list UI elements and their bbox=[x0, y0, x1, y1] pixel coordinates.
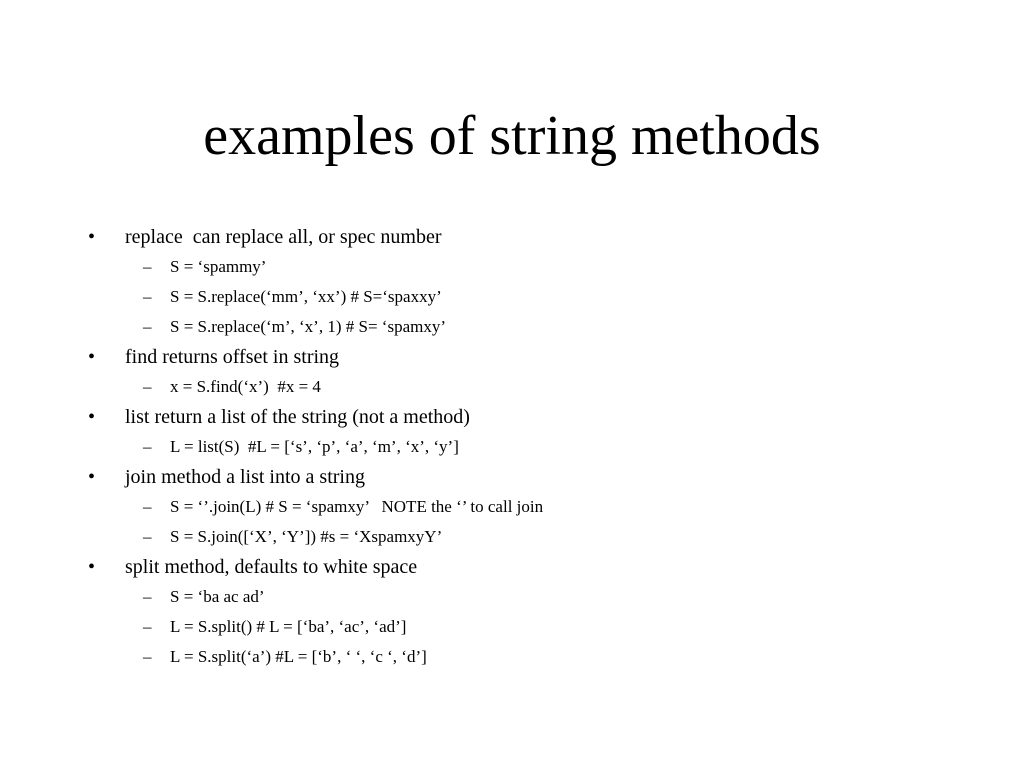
sub-text: S = ‘’.join(L) # S = ‘spamxy’ NOTE the ‘’ to call join bbox=[170, 497, 544, 516]
bullet-list bbox=[88, 222, 988, 672]
sub-marker: – bbox=[143, 317, 152, 336]
sub-text: L = S.split(‘a’) #L = [‘b’, ‘ ‘, ‘c ‘, ‘d’] bbox=[170, 647, 427, 666]
sub-text: L = list(S) #L = [‘s’, ‘p’, ‘a’, ‘m’, ‘x’, ‘y’] bbox=[170, 437, 459, 456]
sub-marker: – bbox=[143, 587, 152, 606]
sub-text: S = S.replace(‘mm’, ‘xx’) # S=‘spaxxy’ bbox=[170, 287, 442, 306]
sub-marker: – bbox=[143, 647, 152, 666]
sub-item bbox=[88, 612, 988, 642]
sub-list bbox=[88, 582, 988, 672]
sub-marker: – bbox=[143, 257, 152, 276]
bullet-item-split bbox=[88, 552, 988, 672]
sub-text: L = S.split() # L = [‘ba’, ‘ac’, ‘ad’] bbox=[170, 617, 407, 636]
sub-list bbox=[88, 492, 988, 552]
bullet-text: find returns offset in string bbox=[125, 346, 340, 368]
sub-list bbox=[88, 252, 988, 342]
sub-text: S = S.join([‘X’, ‘Y’]) #s = ‘XspamxyY’ bbox=[170, 527, 443, 546]
sub-marker: – bbox=[143, 527, 152, 546]
sub-marker: – bbox=[143, 617, 152, 636]
sub-list bbox=[88, 432, 988, 462]
bullet-item-join bbox=[88, 462, 988, 552]
sub-item bbox=[88, 582, 988, 612]
sub-marker: – bbox=[143, 497, 152, 516]
sub-item bbox=[88, 432, 988, 462]
sub-item bbox=[88, 312, 988, 342]
sub-marker: – bbox=[143, 287, 152, 306]
bullet-marker: • bbox=[88, 346, 96, 368]
bullet-marker: • bbox=[88, 406, 96, 428]
bullet-text: replace can replace all, or spec number bbox=[125, 226, 442, 248]
slide-title: examples of string methods bbox=[203, 105, 821, 167]
bullet-item-find bbox=[88, 342, 988, 402]
bullet-item-list bbox=[88, 402, 988, 462]
bullet-text: split method, defaults to white space bbox=[125, 556, 418, 578]
sub-marker: – bbox=[143, 437, 152, 456]
sub-item bbox=[88, 522, 988, 552]
sub-list bbox=[88, 372, 988, 402]
sub-item bbox=[88, 372, 988, 402]
slide-content bbox=[88, 222, 988, 672]
bullet-marker: • bbox=[88, 556, 96, 578]
bullet-marker: • bbox=[88, 466, 96, 488]
sub-text: S = ‘ba ac ad’ bbox=[170, 587, 265, 606]
sub-text: S = ‘spammy’ bbox=[170, 257, 267, 276]
bullet-text: list return a list of the string (not a method) bbox=[125, 406, 470, 428]
sub-item bbox=[88, 282, 988, 312]
sub-item bbox=[88, 492, 988, 522]
bullet-marker: • bbox=[88, 226, 96, 248]
sub-text: x = S.find(‘x’) #x = 4 bbox=[170, 377, 321, 396]
sub-marker: – bbox=[143, 377, 152, 396]
bullet-text: join method a list into a string bbox=[125, 466, 365, 488]
sub-item bbox=[88, 642, 988, 672]
bullet-item-replace bbox=[88, 222, 988, 342]
sub-text: S = S.replace(‘m’, ‘x’, 1) # S= ‘spamxy’ bbox=[170, 317, 447, 336]
sub-item bbox=[88, 252, 988, 282]
